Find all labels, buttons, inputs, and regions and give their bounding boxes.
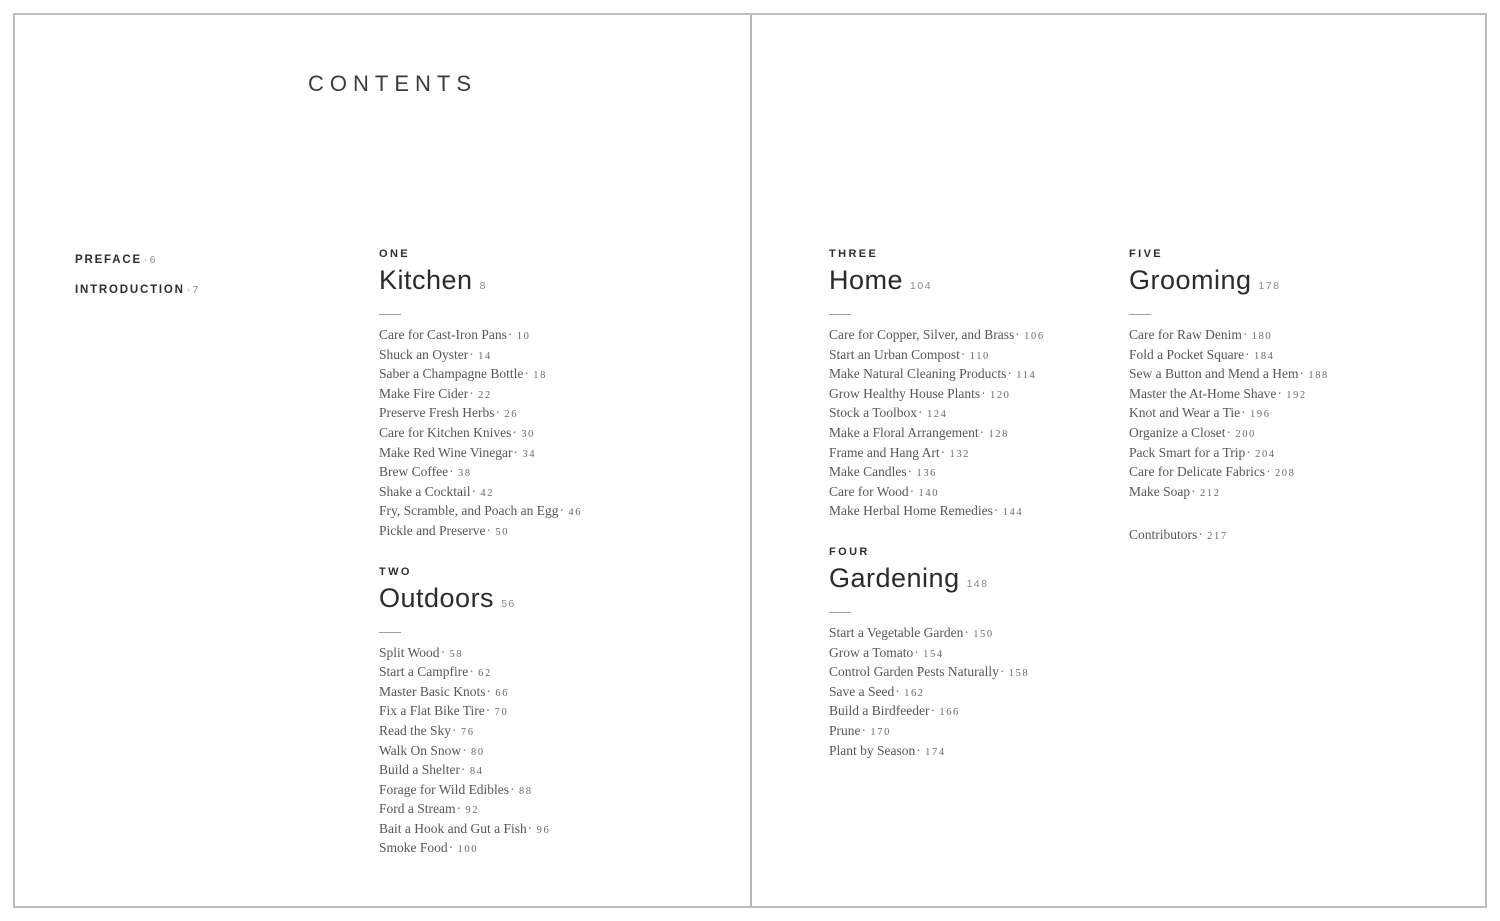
toc-entry-title: Make Herbal Home Remedies <box>829 503 993 519</box>
toc-entry-page: 196 <box>1250 409 1271 421</box>
toc-entry <box>829 424 1169 444</box>
back-matter-entry <box>1129 526 1469 546</box>
toc-entry <box>829 644 1169 664</box>
dot-separator: · <box>1246 444 1251 460</box>
dot-separator: · <box>143 254 148 266</box>
toc-entry-title: Care for Cast-Iron Pans <box>379 327 507 342</box>
dot-separator: · <box>449 464 454 480</box>
toc-entry <box>829 722 1169 742</box>
toc-entry-page: 217 <box>1207 531 1228 543</box>
toc-entry-title: Make Candles <box>829 464 907 480</box>
dot-separator: · <box>471 483 476 499</box>
dot-separator: · <box>462 742 467 758</box>
dot-separator: · <box>440 644 446 660</box>
toc-entry-title: Walk On Snow <box>379 742 462 758</box>
front-matter-page: 6 <box>149 254 157 266</box>
toc-entry-title: Brew Coffee <box>379 464 449 480</box>
toc-entry-title: Stock a Toolbox <box>829 405 918 421</box>
dot-separator: · <box>1198 527 1203 543</box>
toc-entry-title: Start a Campfire <box>379 664 469 680</box>
toc-entry-page: 50 <box>495 526 510 538</box>
dot-separator: · <box>999 664 1005 680</box>
toc-entry-title: Make Red Wine Vinegar <box>379 444 513 460</box>
chapter-title <box>829 267 1169 300</box>
page-divider <box>750 15 752 906</box>
toc-entry-title: Fix a Flat Bike Tire <box>379 703 485 719</box>
toc-entry <box>829 502 1169 522</box>
toc-entry <box>379 820 709 840</box>
toc-entry-page: 22 <box>478 389 492 401</box>
dot-separator: · <box>1299 366 1304 382</box>
toc-entry-title: Bait a Hook and Gut a Fish <box>379 820 527 836</box>
toc-entry-title: Saber a Champagne Bottle <box>379 366 524 382</box>
toc-entry-page: 42 <box>480 487 495 499</box>
dot-separator: · <box>981 385 986 401</box>
toc-entry-title: Start a Vegetable Garden <box>829 624 964 640</box>
toc-entry-page: 124 <box>926 409 948 421</box>
toc-entry <box>1129 326 1469 346</box>
chapter-title-text: Home <box>829 265 904 295</box>
toc-entry <box>1129 444 1469 464</box>
chapter-number: FIVE <box>1129 248 1164 260</box>
toc-entry <box>379 346 709 366</box>
toc-entry-page: 174 <box>925 746 946 758</box>
toc-entry-page: 84 <box>469 766 484 778</box>
front-matter-page: 7 <box>192 284 200 296</box>
toc-entry-page: 96 <box>536 824 551 836</box>
toc-entry-page: 212 <box>1200 487 1221 499</box>
toc-entry-title: Care for Kitchen Knives <box>379 424 512 440</box>
toc-entry-title: Control Garden Pests Naturally <box>829 664 999 680</box>
toc-entry <box>379 404 709 424</box>
toc-entry <box>1129 424 1469 444</box>
toc-entry-title: Master Basic Knots <box>379 683 486 699</box>
chapter-page-number: 8 <box>479 280 487 292</box>
toc-entry-page: 120 <box>989 389 1011 401</box>
dot-separator: · <box>513 444 518 460</box>
chapter-number: THREE <box>829 248 879 260</box>
dot-separator: · <box>448 840 454 856</box>
toc-entry-page: 144 <box>1002 507 1024 519</box>
dot-separator: · <box>1266 464 1271 480</box>
toc-entry-title: Save a Seed <box>829 683 895 699</box>
chapter-rule <box>379 314 401 315</box>
toc-entry-title: Build a Shelter <box>379 762 460 778</box>
toc-entry <box>379 781 709 801</box>
toc-entry <box>379 502 709 522</box>
toc-entry <box>379 522 709 542</box>
chapter-title <box>829 562 1169 598</box>
toc-entry-title: Care for Wood <box>829 483 909 499</box>
toc-entry <box>829 326 1169 346</box>
contents-title: CONTENTS <box>308 71 477 96</box>
dot-separator: · <box>993 503 999 519</box>
chapter-title <box>379 267 709 300</box>
toc-entry-page: 14 <box>478 350 492 362</box>
dot-separator: · <box>1242 327 1248 342</box>
toc-entry <box>829 404 1169 424</box>
dot-separator: · <box>469 346 474 362</box>
chapter-section-gardening <box>829 546 1169 761</box>
toc-entry-page: 158 <box>1008 668 1030 680</box>
toc-entry-page: 166 <box>939 707 960 719</box>
toc-entry-title: Grow a Tomato <box>829 644 914 660</box>
toc-entry <box>379 839 709 859</box>
chapter-title-text: Outdoors <box>379 582 495 613</box>
dot-separator: · <box>452 722 457 738</box>
toc-entry-page: 70 <box>494 707 509 719</box>
chapter-page-number: 56 <box>501 597 516 610</box>
toc-entry-title: Smoke Food <box>379 840 448 856</box>
toc-entry <box>379 702 709 722</box>
dot-separator: · <box>1191 483 1196 499</box>
toc-entry <box>379 663 709 683</box>
toc-entry-title: Knot and Wear a Tie <box>1129 405 1241 421</box>
toc-entry-page: 10 <box>516 331 531 342</box>
toc-entry-page: 162 <box>904 687 925 699</box>
front-matter <box>75 250 365 310</box>
dot-separator: · <box>461 762 466 778</box>
chapter-section-home <box>829 248 1169 522</box>
dot-separator: · <box>861 722 866 738</box>
toc-entry <box>379 365 709 385</box>
toc-entry-title: Master the At-Home Shave <box>1129 385 1277 401</box>
chapter-section-grooming <box>1129 248 1469 502</box>
toc-entry <box>829 463 1169 483</box>
toc-entry-title: Care for Delicate Fabrics <box>1129 464 1266 480</box>
left-page-column <box>379 248 709 883</box>
chapter-rule <box>379 632 401 633</box>
dot-separator: · <box>469 385 474 401</box>
dot-separator: · <box>495 405 500 421</box>
toc-entry-page: 46 <box>568 507 583 519</box>
toc-entry-page: 204 <box>1255 448 1276 460</box>
toc-entry <box>1129 404 1469 424</box>
toc-entry-page: 170 <box>870 726 891 738</box>
toc-entry <box>379 722 709 742</box>
toc-entry-title: Prune <box>829 722 861 738</box>
toc-entry-title: Care for Raw Denim <box>1129 327 1242 342</box>
dot-separator: · <box>469 664 474 680</box>
toc-entry-page: 62 <box>478 668 492 680</box>
dot-separator: · <box>486 522 491 538</box>
toc-entry <box>829 663 1169 683</box>
dot-separator: · <box>512 424 517 440</box>
dot-separator: · <box>456 801 461 817</box>
toc-entry-page: 88 <box>518 785 533 797</box>
toc-entry-title: Split Wood <box>379 644 440 660</box>
toc-entry-page: 58 <box>449 648 464 660</box>
toc-entry-title: Make Fire Cider <box>379 385 469 401</box>
dot-separator: · <box>486 683 491 699</box>
dot-separator: · <box>1007 366 1012 382</box>
toc-entry <box>829 702 1169 722</box>
dot-separator: · <box>559 503 564 519</box>
toc-entry-title: Build a Birdfeeder <box>829 703 930 719</box>
toc-entry-title: Ford a Stream <box>379 801 456 817</box>
front-matter-label: PREFACE <box>75 254 142 266</box>
dot-separator: · <box>186 284 191 296</box>
dot-separator: · <box>1015 327 1020 342</box>
toc-entry-title: Read the Sky <box>379 722 451 738</box>
toc-entry-page: 128 <box>988 428 1010 440</box>
toc-entry-title: Pickle and Preserve <box>379 522 486 538</box>
toc-entry <box>379 761 709 781</box>
toc-entry-page: 180 <box>1251 331 1273 342</box>
dot-separator: · <box>979 424 985 440</box>
toc-entry-title: Preserve Fresh Herbs <box>379 405 495 421</box>
toc-entry <box>379 683 709 703</box>
toc-entry-title: Plant by Season <box>829 742 916 758</box>
chapter-title-text: Kitchen <box>379 265 473 295</box>
dot-separator: · <box>918 405 923 421</box>
chapter-section-outdoors <box>379 566 709 860</box>
toc-entry-title: Start an Urban Compost <box>829 346 960 362</box>
chapter-rule <box>829 314 851 315</box>
toc-entry <box>379 483 709 503</box>
chapter-rule <box>1129 314 1151 315</box>
toc-entry-page: 132 <box>949 448 971 460</box>
chapter-title <box>379 582 709 618</box>
toc-entry <box>1129 385 1469 405</box>
front-matter-row <box>75 250 365 268</box>
front-matter-row <box>75 280 365 298</box>
chapter-item-list <box>379 326 709 542</box>
toc-entry-title: Care for Copper, Silver, and Brass <box>829 327 1015 342</box>
toc-entry-title: Make a Floral Arrangement <box>829 424 979 440</box>
toc-entry-title: Shuck an Oyster <box>379 346 469 362</box>
toc-entry <box>829 483 1169 503</box>
toc-entry <box>829 385 1169 405</box>
toc-entry-page: 106 <box>1024 331 1045 342</box>
toc-entry <box>829 444 1169 464</box>
chapter-number: FOUR <box>829 545 870 558</box>
right-page-column-one <box>829 248 1169 785</box>
toc-entry-title: Organize a Closet <box>1129 424 1226 440</box>
toc-entry <box>379 463 709 483</box>
toc-entry-page: 18 <box>533 370 547 382</box>
toc-entry-page: 140 <box>918 487 940 499</box>
toc-entry-page: 192 <box>1286 389 1307 401</box>
toc-entry-title: Forage for Wild Edibles <box>379 781 510 797</box>
chapter-page-number: 148 <box>966 577 989 590</box>
chapter-item-list <box>1129 326 1469 502</box>
toc-entry <box>1129 463 1469 483</box>
toc-entry-page: 154 <box>923 648 944 660</box>
toc-entry-page: 150 <box>973 628 994 640</box>
chapter-page-number: 178 <box>1258 280 1281 292</box>
toc-entry-page: 200 <box>1235 428 1256 440</box>
toc-entry-page: 100 <box>457 844 479 856</box>
toc-entry-page: 184 <box>1253 350 1275 362</box>
toc-entry-page: 208 <box>1274 468 1296 480</box>
chapter-item-list <box>379 644 709 860</box>
chapter-number: TWO <box>379 565 412 578</box>
toc-entry-page: 26 <box>504 409 519 421</box>
dot-separator: · <box>909 483 915 499</box>
dot-separator: · <box>510 781 515 797</box>
toc-entry <box>379 385 709 405</box>
chapter-page-number: 104 <box>910 280 933 292</box>
toc-entry-title: Fry, Scramble, and Poach an Egg <box>379 503 559 519</box>
chapter-title-text: Grooming <box>1129 265 1252 295</box>
toc-entry <box>1129 365 1469 385</box>
toc-entry-title: Make Natural Cleaning Products <box>829 366 1007 382</box>
chapter-title-text: Gardening <box>829 562 960 593</box>
toc-entry-page: 92 <box>465 805 480 817</box>
toc-entry-page: 76 <box>460 726 475 738</box>
dot-separator: · <box>507 327 513 342</box>
toc-entry <box>829 742 1169 762</box>
dot-separator: · <box>1245 346 1250 362</box>
dot-separator: · <box>960 346 966 362</box>
dot-separator: · <box>1241 405 1246 421</box>
toc-entry-title: Contributors <box>1129 527 1198 543</box>
toc-entry-title: Pack Smart for a Trip <box>1129 444 1246 460</box>
dot-separator: · <box>940 444 946 460</box>
toc-entry <box>829 683 1169 703</box>
right-page-column-two <box>1129 248 1469 546</box>
toc-entry <box>829 624 1169 644</box>
toc-entry-title: Fold a Pocket Square <box>1129 346 1245 362</box>
chapter-item-list <box>829 624 1169 761</box>
toc-entry-page: 34 <box>522 448 537 460</box>
toc-entry-page: 38 <box>457 468 472 480</box>
toc-entry <box>1129 346 1469 366</box>
toc-entry <box>829 365 1169 385</box>
toc-entry-title: Frame and Hang Art <box>829 444 940 460</box>
dot-separator: · <box>914 644 919 660</box>
chapter-section-kitchen <box>379 248 709 542</box>
toc-entry-page: 188 <box>1308 370 1329 382</box>
toc-entry <box>379 742 709 762</box>
toc-entry-page: 110 <box>969 350 990 362</box>
toc-entry-page: 80 <box>471 746 485 758</box>
toc-entry <box>829 346 1169 366</box>
front-matter-label: INTRODUCTION <box>75 284 185 296</box>
dot-separator: · <box>916 742 921 758</box>
dot-separator: · <box>527 820 533 836</box>
toc-entry-page: 66 <box>495 687 510 699</box>
dot-separator: · <box>907 464 913 480</box>
toc-entry-title: Grow Healthy House Plants <box>829 385 981 401</box>
toc-entry-page: 136 <box>916 468 938 480</box>
toc-entry-page: 114 <box>1016 370 1037 382</box>
chapter-item-list <box>829 326 1169 522</box>
toc-entry <box>379 644 709 664</box>
toc-entry-title: Sew a Button and Mend a Hem <box>1129 366 1299 382</box>
dot-separator: · <box>485 703 491 719</box>
dot-separator: · <box>524 366 529 382</box>
dot-separator: · <box>895 683 900 699</box>
toc-entry <box>379 424 709 444</box>
toc-entry <box>379 326 709 346</box>
toc-entry <box>1129 483 1469 503</box>
chapter-number: ONE <box>379 248 411 260</box>
dot-separator: · <box>1277 385 1282 401</box>
chapter-rule <box>829 612 851 613</box>
dot-separator: · <box>964 624 969 640</box>
toc-entry-page: 30 <box>521 428 535 440</box>
toc-entry <box>379 444 709 464</box>
chapter-title <box>1129 267 1469 300</box>
dot-separator: · <box>930 703 935 719</box>
dot-separator: · <box>1226 424 1231 440</box>
toc-entry-title: Make Soap <box>1129 483 1191 499</box>
toc-entry <box>379 800 709 820</box>
toc-entry-title: Shake a Cocktail <box>379 483 471 499</box>
